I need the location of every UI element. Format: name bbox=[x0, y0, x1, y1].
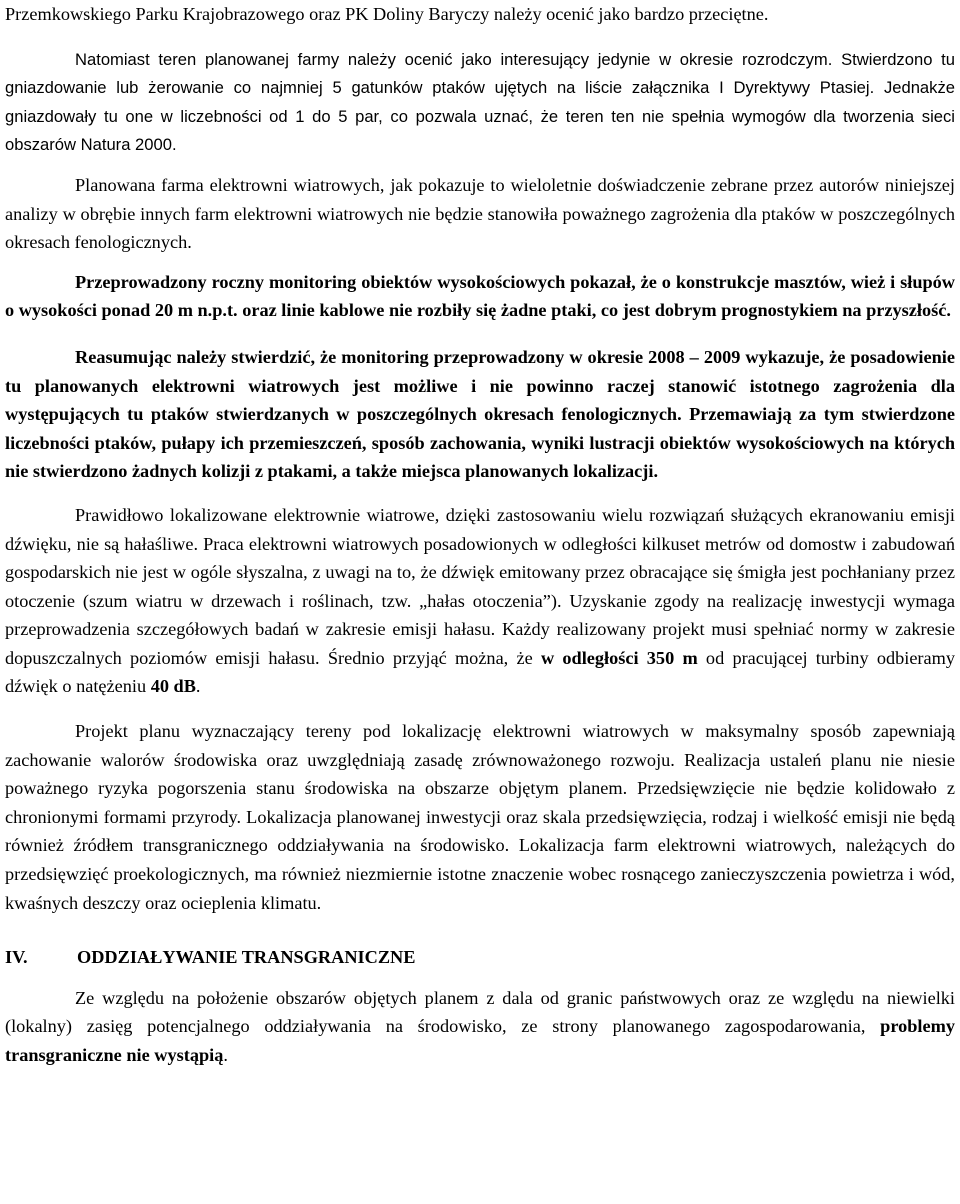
paragraph-continuation: Przemkowskiego Parku Krajobrazowego oraz PK Doliny Baryczy należy ocenić jako bardzo przeciętne. bbox=[5, 4, 769, 24]
transboundary-end: . bbox=[223, 1045, 228, 1065]
document-page bbox=[5, 0, 955, 1204]
paragraph-summary-bold: Reasumując należy stwierdzić, że monitoring przeprowadzony w okresie 2008 – 2009 wykazuje, że posadowienie tu planowanych elektrowni wiatrowych jest możliwe i nie powinno raczej stanowić istotnego zagrożenia dla występujących tu ptaków stwierdzanych w poszczególnych okresach fenologicznych. Przemawiają za tym stwierdzone liczebności ptaków, pułapy ich przemieszczeń, sposób zachowania, wyniki lustracji obiektów wysokościowych na których nie stwierdzono żadnych kolizji z ptakami, a także miejsca planowanych lokalizacji. bbox=[5, 346, 955, 482]
section-title: ODDZIAŁYWANIE TRANSGRANICZNE bbox=[77, 947, 416, 968]
section-heading bbox=[5, 943, 955, 972]
section-number: IV. bbox=[5, 947, 28, 968]
paragraph-noise bbox=[5, 501, 955, 701]
noise-text-end: . bbox=[195, 676, 201, 697]
paragraph-planned-farm: Planowana farma elektrowni wiatrowych, jak pokazuje to wieloletnie doświadczenie zebrane przez autorów niniejszej analizy w obrębie innych farm elektrowni wiatrowych nie będzie stanowiła poważnego zagrożenia dla ptaków w poszczególnych okresach fenologicznych. bbox=[5, 174, 955, 253]
transboundary-conclusion-bold: problemy transgraniczne nie wystąpią bbox=[5, 1016, 955, 1065]
noise-text-2: od pracującej turbiny odbieramy dźwięk o natężeniu bbox=[5, 647, 955, 697]
noise-level-bold: 40 dB bbox=[150, 676, 196, 697]
noise-distance-bold: w odległości 350 m bbox=[540, 647, 698, 668]
paragraph-project-plan: Projekt planu wyznaczający tereny pod lokalizację elektrowni wiatrowych w maksymalny sposób zapewniają zachowanie walorów środowiska oraz uwzględniają zasadę zrównoważonego rozwoju. Realizacja ustaleń planu nie niesie poważnego ryzyka pogorszenia stanu środowiska na obszarze objętym planem. Przedsięwzięcie nie będzie kolidowało z chronionymi formami przyrody. Lokalizacja planowanej inwestycji oraz skala przedsięwzięcia, rodzaj i wielkość emisji nie będą również źródłem transgranicznego oddziaływania na środowisko. Lokalizacja farm elektrowni wiatrowych, należących do przedsięwzięć proekologicznych, ma również niezmiernie istotne znaczenie wobec rosnącego zanieczyszczenia powietrza i wód, kwaśnych deszczy oraz ocieplenia klimatu. bbox=[5, 721, 955, 913]
noise-text-1: Prawidłowo lokalizowane elektrownie wiatrowe, dzięki zastosowaniu wielu rozwiązań służących ekranowaniu emisji dźwięku, nie są hałaśliwe. Praca elektrowni wiatrowych posadowionych w odległości kilkuset metrów od domostw i zabudowań gospodarskich nie jest w ogóle słyszalna, z uwagi na to, że dźwięk emitowany przez obracające się śmigła jest pochłaniany przez otoczenie (szum wiatru w drzewach i roślinach, tzw. „hałas otoczenia”). Uzyskanie zgody na realizację inwestycji wymaga przeprowadzenia szczegółowych badań w zakresie emisji hałasu. Każdy realizowany projekt musi spełniać normy w zakresie dopuszczalnych poziomów emisji hałasu. Średnio przyjąć można, że bbox=[5, 504, 955, 668]
paragraph-monitoring-bold: Przeprowadzony roczny monitoring obiektów wysokościowych pokazał, że o konstrukcje masztów, wież i słupów o wysokości ponad 20 m n.p.t. oraz linie kablowe nie rozbiły się żadne ptaki, co jest dobrym prognostykiem na przyszłość. bbox=[5, 271, 955, 321]
paragraph-transboundary bbox=[5, 984, 955, 1070]
transboundary-text: Ze względu na położenie obszarów objętych planem z dala od granic państwowych oraz ze względu na niewielki (lokalny) zasięg potencjalnego oddziaływania na środowisko, ze strony planowanego zagospodarowania, bbox=[5, 987, 955, 1037]
paragraph-nesting-assessment: Natomiast teren planowanej farmy należy ocenić jako interesujący jedynie w okresie rozrodczym. Stwierdzono tu gniazdowanie lub żerowanie co najmniej 5 gatunków ptaków ujętych na liście załącznika I Dyrektywy Ptasiej. Jednakże gniazdowały tu one w liczebności od 1 do 5 par, co pozwala uznać, że teren ten nie spełnia wymogów dla tworzenia sieci obszarów Natura 2000. bbox=[5, 49, 955, 155]
